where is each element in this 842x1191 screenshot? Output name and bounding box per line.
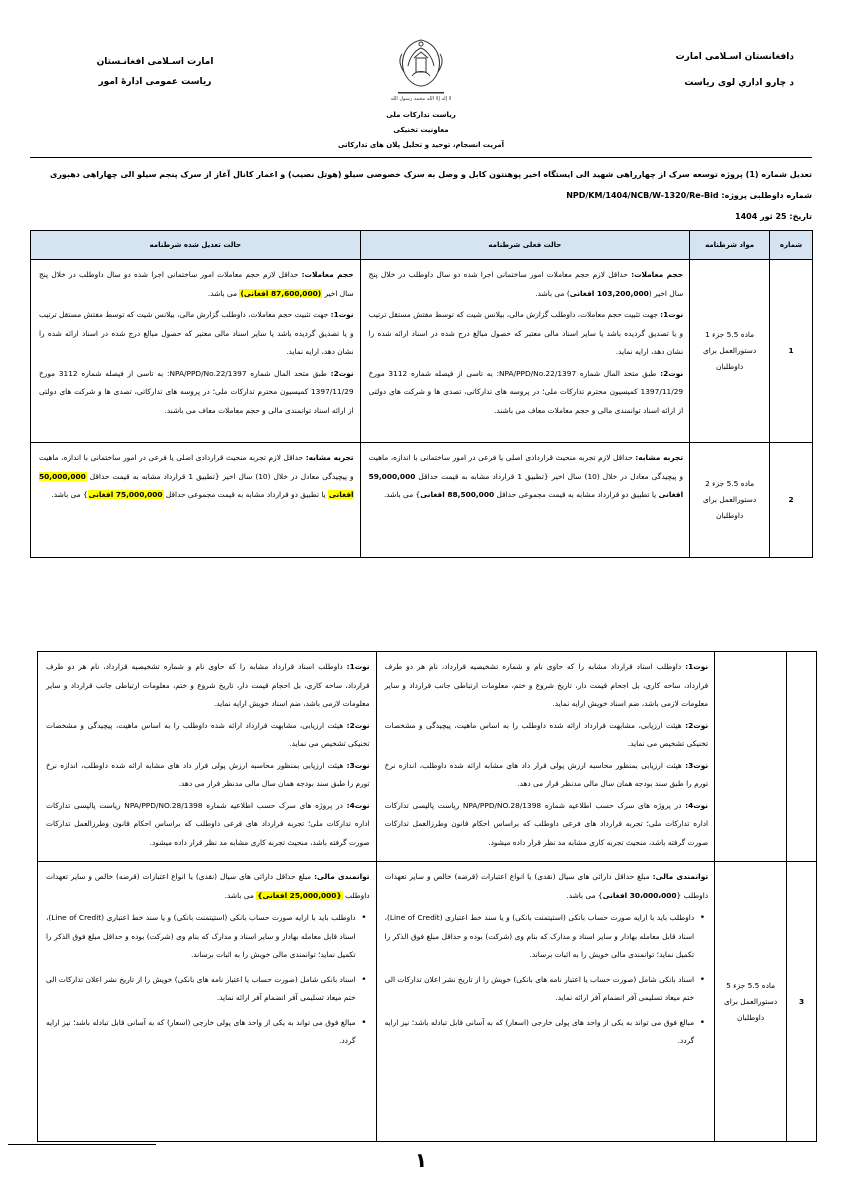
row-clause: ماده 5.5 جزء 1 دستورالعمل برای داوطلبان (690, 260, 770, 443)
header-center-line2: معاونیت تخنیکی (393, 126, 449, 134)
header-right-line1: دافغانستان اسـلامی امارت (675, 52, 794, 62)
list-item: • مبالغ فوق می تواند به یکی از واحد های پولی خارجی (اسعار) که به آسانی قابل تبادله باشد؛ نیز ارایه گردد. (385, 1014, 695, 1051)
table-header-row (31, 231, 813, 260)
amended-cell: توانمندی مالی: مبلغ حداقل دارائی های سیال (نقدی) یا انواع اعتبارات (قرضه) خالص و سایر تعهدات داوطلب {25,000,000 افغانی} می باشد. • داوطلب باید با ارایه صورت حساب بانکی (استیتمنت بانکی) و یا سند خط اعتباری (Line of Credit)، اسناد قابل معامله بهادار و سایر اسناد و مدارک که بنام وی (شرکت) بوده و حداقل مبلغ فوق الذکر را تکمیل نماید؛ توانمندی مالی خویش را به اثبات برساند. • اسناد بانکی شامل (صورت حساب یا اعتبار نامه های بانکی) خویش را از تاریخ نشر اعلان تدارکات الی ختم میعاد تسلیمی آفر انضمام آفر ارائه نماید. • مبالغ فوق می تواند به یکی از واحد های پولی خارجی (اسعار) که به آسانی قابل تبادله باشد؛ نیز ارایه گردد. (38, 862, 377, 1142)
row-number (787, 652, 817, 862)
current-cell: تجربه مشابه: حداقل لازم تجربه منحیث قراردادی اصلی یا فرعی در امور ساختمانی با اندازه، ماهیت و پیچیدگی معادل در خلال (10) سال اخیر {تطبیق 1 قرارداد مشابه به قیمت حداقل 59,000,000 افغانی یا تطبیق دو قرارداد مشابه به قیمت مجموعی حداقل 88,500,000 افغانی} می باشد. (360, 443, 690, 558)
highlighted-amount: 75,000,000 افغانی (88, 490, 163, 499)
current-cell: نوت1: داوطلب اسناد قرارداد مشابه را که حاوی نام و شماره تشخیصیه قرارداد، نام هر دو طرف قرارداد، ساحه کاری، بل اجحام قیمت دار، تاریخ شروع و ختم، معلومات ارتباطی جانب قرارداد و سایر معلومات لازمی باشد، ضم اسناد خویش ارایه نماید. نوت2: هیئت ارزیابی، مشابهت قرارداد ارائه شده داوطلب را به اساس ماهیت، پیچیدگی و مشخصات تخنیکی تشخیص می نماید. نوت3: هیئت ارزیابی بمنظور محاسبه ارزش پولی قرار داد های مشابه ارائه شده داوطلب، اندازه نرخ تورم را طبق سند بودجه همان سال مالی مدنظر قرار می دهد. نوت4: در پروژه های سرک حسب اطلاعیه شماره NPA/PPD/NO.28/1398 ریاست پالیسی تدارکات اداره تدارکات ملی؛ تجربه قرارداد های فرعی داوطلب که براساس احکام قانون وطرزالعمل تدارکات صورت گرفته باشد، منحیث تجربه کاری مشابه مد نظر قرار داده میشود. (376, 652, 715, 862)
current-cell: توانمندی مالی: مبلغ حداقل دارائی های سیال (نقدی) یا انواع اعتبارات (قرضه) خالص و سایر تعهدات داوطلب {30،000،000 افغانی} می باشد. • داوطلب باید با ارایه صورت حساب بانکی (استیتمنت بانکی) و یا سند خط اعتباری (Line of Credit)، اسناد قابل معامله بهادار و سایر اسناد و مدارک که بنام وی (شرکت) بوده و حداقل مبلغ فوق الذکر را تکمیل نماید؛ توانمندی مالی خویش را به اثبات برساند. • اسناد بانکی شامل (صورت حساب یا اعتبار نامه های بانکی) خویش را از تاریخ نشر اعلان تدارکات الی ختم میعاد تسلیمی آفر انضمام آفر ارائه نماید. • مبالغ فوق می تواند به یکی از واحد های پولی خارجی (اسعار) که به آسانی قابل تبادله باشد؛ نیز ارایه گردد. (376, 862, 715, 1142)
emblem-caption: لا إله إلا الله محمد رسول الله (390, 96, 452, 102)
header-left-line1: امارت اسـلامی افغانـستان (96, 57, 214, 67)
header-divider (30, 157, 812, 158)
header-left-line2: ریاست عمومی ادارهٔ امور (98, 77, 212, 87)
highlighted-amount: (87,600,000 افغانی) (240, 288, 322, 298)
table-row (31, 443, 813, 558)
row-number: 1 (770, 260, 813, 443)
header-clause: مواد شرطنامه (690, 231, 770, 260)
row-clause: ماده 5.5 جزء 2 دستورالعمل برای داوطلبان (690, 443, 770, 558)
header-center (336, 108, 506, 153)
header-amended: حالت تعدیل شده شرطنامه (31, 231, 361, 260)
title-line2 (30, 185, 812, 206)
current-cell: حجم معاملات: حداقل لازم حجم معاملات امور ساختمانی اجرا شده دو سال داوطلب در خلال پنج سال اخیر (103,200,000 افغانی) می باشد. نوت1: جهت تثبیت حجم معاملات، داوطلب گزارش مالی، بیلانس شیت که توسط مفتش مستقل ترتیب و یا تصدیق گردیده باشد یا سایر اسناد مالی معتبر که حصول مبالغ درج شده در اسناد ارائه شده را نشان دهد، ارایه نماید. نوت2: طبق متحد المال شماره NPA/PPD/No.22/1397: به تاسی از فیصله شماره 3112 مورخ 1397/11/29 کمیسیون محترم تدارکات ملی؛ در پروسه های تدارکاتی، تصدی ها و شرکت های دولتی از ارائه اسناد توانمندی مالی و حجم معاملات معاف می باشند. (360, 260, 690, 443)
amended-cell: نوت1: داوطلب اسناد قرارداد مشابه را که حاوی نام و شماره تشخیصیه قرارداد، نام هر دو طرف قرارداد، ساحه کاری، بل احجام قیمت دار، تاریخ شروع و ختم، معلومات ارتباطی جانب قرارداد و سایر معلومات لازمی باشد، ضم اسناد خویش ارایه نماید. نوت2: هیئت ارزیابی، مشابهت قرارداد ارائه شده داوطلب را به اساس ماهیت، پیچیدگی و مشخصات تخنیکی تشخیص می نماید. نوت3: هیئت ارزیابی بمنظور محاسبه ارزش پولی قرار داد های مشابه ارائه شده داوطلب، اندازه نرخ تورم را طبق سند بودجه همان سال مالی مدنظر قرار می دهد. نوت4: در پروژه های سرک حسب اطلاعیه شماره NPA/PPD/NO.28/1398 ریاست پالیسی تدارکات اداره تدارکات ملی؛ تجربه قرارداد های فرعی داوطلب که براساس احکام قانون وطرزالعمل تدارکات صورت گرفته باشد، منحیث تجربه کاری مشابه مد نظر قرار داده میشود. (38, 652, 377, 862)
table-row (31, 260, 813, 443)
bid-number-label: شماره داوطلبی پروژه: (721, 191, 812, 200)
list-item: • داوطلب باید با ارایه صورت حساب بانکی (استیتمنت بانکی) و یا سند خط اعتباری (Line of Credit)، اسناد قابل معامله بهادار و سایر اسناد و مدارک که بنام وی (شرکت) بوده و حداقل مبلغ فوق الذکر را تکمیل نماید؛ توانمندی مالی خویش را به اثبات برساند. (46, 909, 356, 965)
amended-cell: حجم معاملات: حداقل لازم حجم معاملات امور ساختمانی اجرا شده دو سال داوطلب در خلال پنج سال اخیر (87,600,000 افغانی) می باشد. نوت1: جهت تثبیت حجم معاملات، داوطلب گزارش مالی، بیلانس شیت که توسط مفتش مستقل ترتیب و یا تصدیق گردیده باشد یا سایر اسناد مالی معتبر که حصول مبالغ درج شده در اسناد ارائه شده را نشان دهد، ارایه نماید. نوت2: طبق متحد المال شماره NPA/PPD/No.22/1397: به تاسی از فیصله شماره 3112 مورخ 1397/11/29 کمیسیون محترم تدارکات ملی؛ در پروسه های تدارکاتی، تصدی ها و شرکت های دولتی از ارائه اسناد توانمندی مالی و حجم معاملات معاف می باشند. (31, 260, 361, 443)
footnote-rule (8, 1144, 156, 1145)
amended-cell: تجربه مشابه: حداقل لازم تجربه منحیث قراردادی اصلی یا فرعی در امور ساختمانی با اندازه، ماهیت و پیچیدگی معادل در خلال (10) سال اخیر {تطبیق 1 قرارداد مشابه به قیمت حداقل 50,000,000 افغانی یا تطبیق دو قرارداد مشابه به قیمت مجموعی حداقل 75,000,000 افغانی} می باشد. (31, 443, 361, 558)
row-number: 2 (770, 443, 813, 558)
document-title (30, 164, 812, 227)
bid-number-value: NPD/KM/1404/NCB/W-1320/Re-Bid (566, 191, 719, 200)
list-item: • اسناد بانکی شامل (صورت حساب یا اعتبار نامه های بانکی) خویش را از تاریخ نشر اعلان تدارکات الی ختم میعاد تسلیمی آفر انضمام آفر ارائه نماید. (385, 971, 695, 1008)
list-item: • داوطلب باید با ارایه صورت حساب بانکی (استیتمنت بانکی) و یا سند خط اعتباری (Line of Credit)، اسناد قابل معامله بهادار و سایر اسناد و مدارک که بنام وی (شرکت) بوده و حداقل مبلغ فوق الذکر را تکمیل نماید؛ توانمندی مالی خویش را به اثبات برساند. (385, 909, 695, 965)
amendment-table (30, 230, 813, 558)
title-line1: تعدیل شماره (1) پروژه توسعه سرک از چهارراهی شهید الی ایستگاه اخیر پوهنتون کابل و وصل به سرک خصوصی سیلو (هوتل نصیب) و اعمار کانال آغاز از سرک پنجم سیلو الی چهاراهی دهبوری (49, 170, 812, 179)
row-clause: ماده 5.5 جزء 5 دستورالعمل برای داوطلبان (715, 862, 787, 1142)
header-left (70, 52, 240, 92)
list-item: • مبالغ فوق می تواند به یکی از واحد های پولی خارجی (اسعار) که به آسانی قابل تبادله باشد؛ نیز ارایه گردد. (46, 1014, 356, 1051)
header-center-line3: آمریت انسجام، توحید و تحلیل پلان های تدارکاتی (337, 141, 505, 149)
header-current: حالت فعلی شرطنامه (360, 231, 690, 260)
highlighted-amount: 50,000,000 افغانی (39, 471, 354, 499)
title-line3: تاریخ: 25 ثور 1404 (735, 212, 812, 221)
page-number: ١ (414, 1148, 428, 1172)
header-center-line1: ریاست تدارکات ملی (386, 111, 456, 119)
list-item: • اسناد بانکی شامل (صورت حساب یا اعتبار نامه های بانکی) خویش را از تاریخ نشر اعلان تدارکات الی ختم میعاد تسلیمی آفر انضمام آفر ارائه نماید. (46, 971, 356, 1008)
emblem-logo (390, 36, 452, 102)
header-right (604, 44, 794, 96)
header-right-line2: د چارو اداري لوی ریاست (684, 78, 794, 88)
highlighted-amount: {25,000,000 افغانی} (257, 890, 342, 900)
row-clause (715, 652, 787, 862)
header-number: شماره (770, 231, 813, 260)
table-row (38, 862, 817, 1142)
table-row (38, 652, 817, 862)
row-number: 3 (787, 862, 817, 1142)
amendment-table-continued (37, 651, 817, 1142)
